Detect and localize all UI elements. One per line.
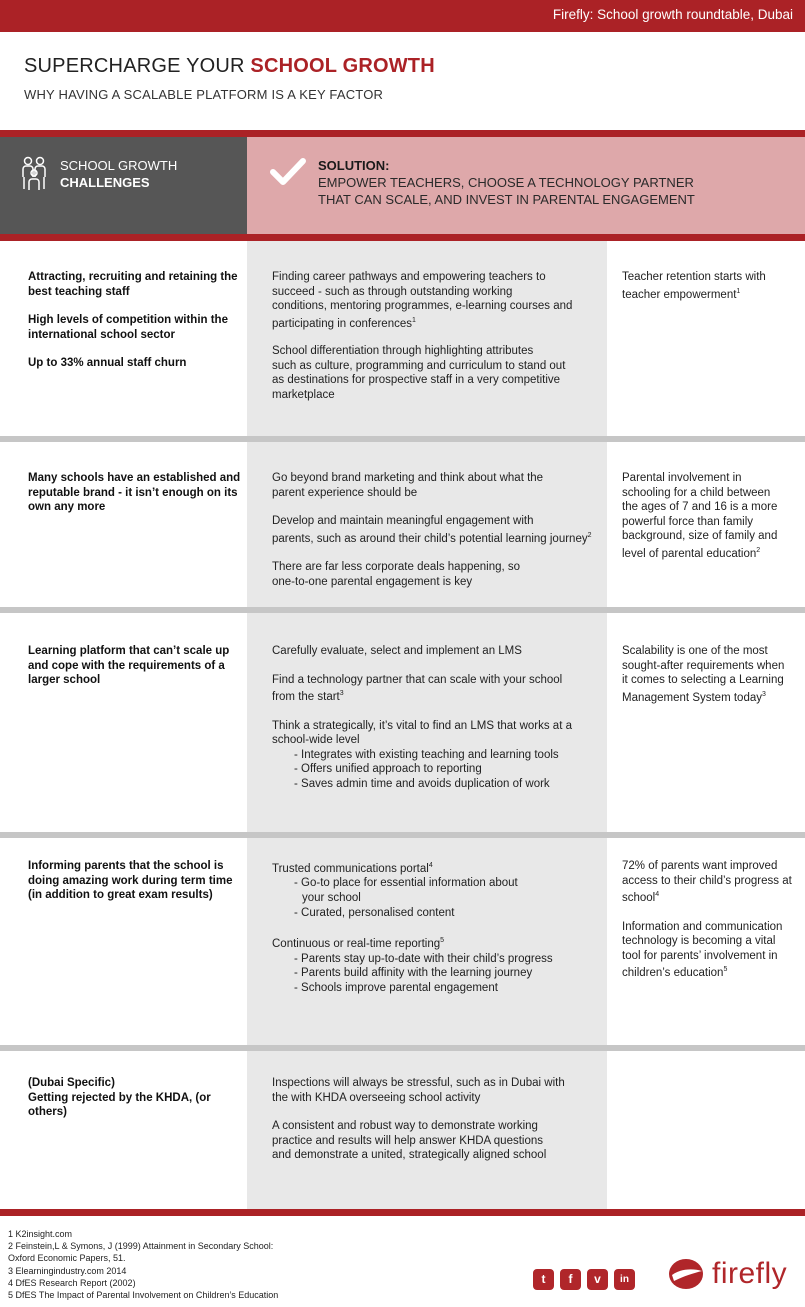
row-divider bbox=[0, 607, 805, 613]
event-label: Firefly: School growth roundtable, Dubai bbox=[552, 7, 793, 22]
evidence-text: Teacher retention starts with teacher empowerment$^1$ bbox=[622, 271, 766, 301]
facebook-icon[interactable]: f bbox=[560, 1269, 581, 1290]
people-icon bbox=[20, 155, 48, 191]
challenges-label-bold: CHALLENGES bbox=[60, 175, 150, 190]
challenge-text: (Dubai Specific) Getting rejected by the KHDA, (or others) bbox=[28, 1077, 211, 1119]
evidence-text: 72% of parents want improved access to their child’s progress at school$^4$ Information and communication technology is becoming a vital tool for parents’ involvement in children’s education$^5$ bbox=[622, 860, 792, 980]
solution-text: Carefully evaluate, select and implement an LMS Find a technology partner that can scale with your school from the start$^3$ Think a strategically, it’s vital to find an LMS that works at a school-wide level - Integrates with existing teaching and learning tools - Offers unified approach to reporting - Saves admin time and avoids duplication of work bbox=[272, 645, 572, 790]
linkedin-icon[interactable]: in bbox=[614, 1269, 635, 1290]
footnote: 3 Elearningindustry.com 2014 bbox=[8, 1265, 127, 1276]
firefly-wordmark: firefly bbox=[712, 1257, 788, 1290]
footnote: 5 DfES The Impact of Parental Involvement on Children’s Education bbox=[8, 1290, 279, 1301]
footnotes bbox=[8, 1228, 278, 1301]
firefly-logo[interactable] bbox=[666, 1255, 796, 1295]
solution-subtitle-line: EMPOWER TEACHERS, CHOOSE A TECHNOLOGY PARTNER bbox=[318, 175, 694, 190]
title-highlight: SCHOOL GROWTH bbox=[250, 55, 435, 77]
solution-text: Go beyond brand marketing and think about what the parent experience should be Develop and maintain meaningful engagement with parents, such as around their child’s potential learning journey$^2$ There are far less corporate deals happening, so one-to-one parental engagement is key bbox=[272, 472, 592, 588]
checkmark-icon bbox=[270, 157, 306, 187]
divider bbox=[0, 1209, 805, 1216]
page-title bbox=[24, 55, 435, 78]
row-divider bbox=[0, 832, 805, 838]
footnote: 2 Feinstein,L & Symons, J (1999) Attainment in Secondary School: bbox=[8, 1241, 274, 1252]
vimeo-icon[interactable]: v bbox=[587, 1269, 608, 1290]
title-prefix: SUPERCHARGE YOUR bbox=[24, 55, 251, 77]
challenge-text: Attracting, recruiting and retaining the best teaching staff High levels of competition within the international school sector Up to 33% annual staff churn bbox=[28, 271, 238, 370]
solution-subtitle-line: THAT CAN SCALE, AND INVEST IN PARENTAL ENGAGEMENT bbox=[318, 192, 695, 207]
challenge-text: Many schools have an established and reputable brand - it isn’t enough on its own any more bbox=[28, 472, 241, 514]
challenge-text: Learning platform that can’t scale up and cope with the requirements of a larger school bbox=[28, 645, 230, 687]
twitter-icon[interactable]: t bbox=[533, 1269, 554, 1290]
challenge-text: Informing parents that the school is doing amazing work during term time (in addition to great exam results) bbox=[28, 860, 233, 902]
row-divider bbox=[0, 1045, 805, 1051]
top-banner bbox=[0, 0, 805, 32]
firefly-logo-icon bbox=[666, 1257, 706, 1291]
challenges-label: SCHOOL GROWTH bbox=[60, 158, 178, 173]
evidence-text: Scalability is one of the most sought-after requirements when it comes to selecting a Learning Management System today$^3$ bbox=[622, 645, 785, 704]
footnote: 1 K2insight.com bbox=[8, 1229, 73, 1239]
solution-text: Trusted communications portal$^4$ - Go-to place for essential information about your school - Curated, personalised content Continuous or real-time reporting$^5$ - Parents stay up-to-date with their child’s progress - Parents build affinity with the learning journey - Schools improve parental engagement bbox=[272, 862, 553, 994]
divider bbox=[0, 130, 805, 137]
divider bbox=[0, 234, 805, 241]
solution-title: SOLUTION: bbox=[318, 158, 390, 173]
evidence-text: Parental involvement in schooling for a child between the ages of 7 and 16 is a more powerful force than family background, size of family and level of parental education$^2$ bbox=[622, 472, 778, 560]
footnote: Oxford Economic Papers, 51. bbox=[8, 1253, 126, 1264]
row-divider bbox=[0, 436, 805, 442]
footnote: 4 DfES Research Report (2002) bbox=[8, 1277, 136, 1288]
solution-text: Finding career pathways and empowering teachers to succeed - such as through outstanding working conditions, mentoring programmes, e-learning courses and participating in conferences$^1$ School differentiation through highlighting attributes such as culture, programming and curriculum to stand out as destinations for prospective staff in a very competitive marketplace bbox=[272, 271, 573, 401]
solution-text: Inspections will always be stressful, such as in Dubai with the with KHDA overseeing school activity A consistent and robust way to demonstrate working practice and results will help answer KHDA questions and demonstrate a united, strategically aligned school bbox=[272, 1077, 565, 1162]
page-subtitle: WHY HAVING A SCALABLE PLATFORM IS A KEY FACTOR bbox=[24, 87, 384, 102]
